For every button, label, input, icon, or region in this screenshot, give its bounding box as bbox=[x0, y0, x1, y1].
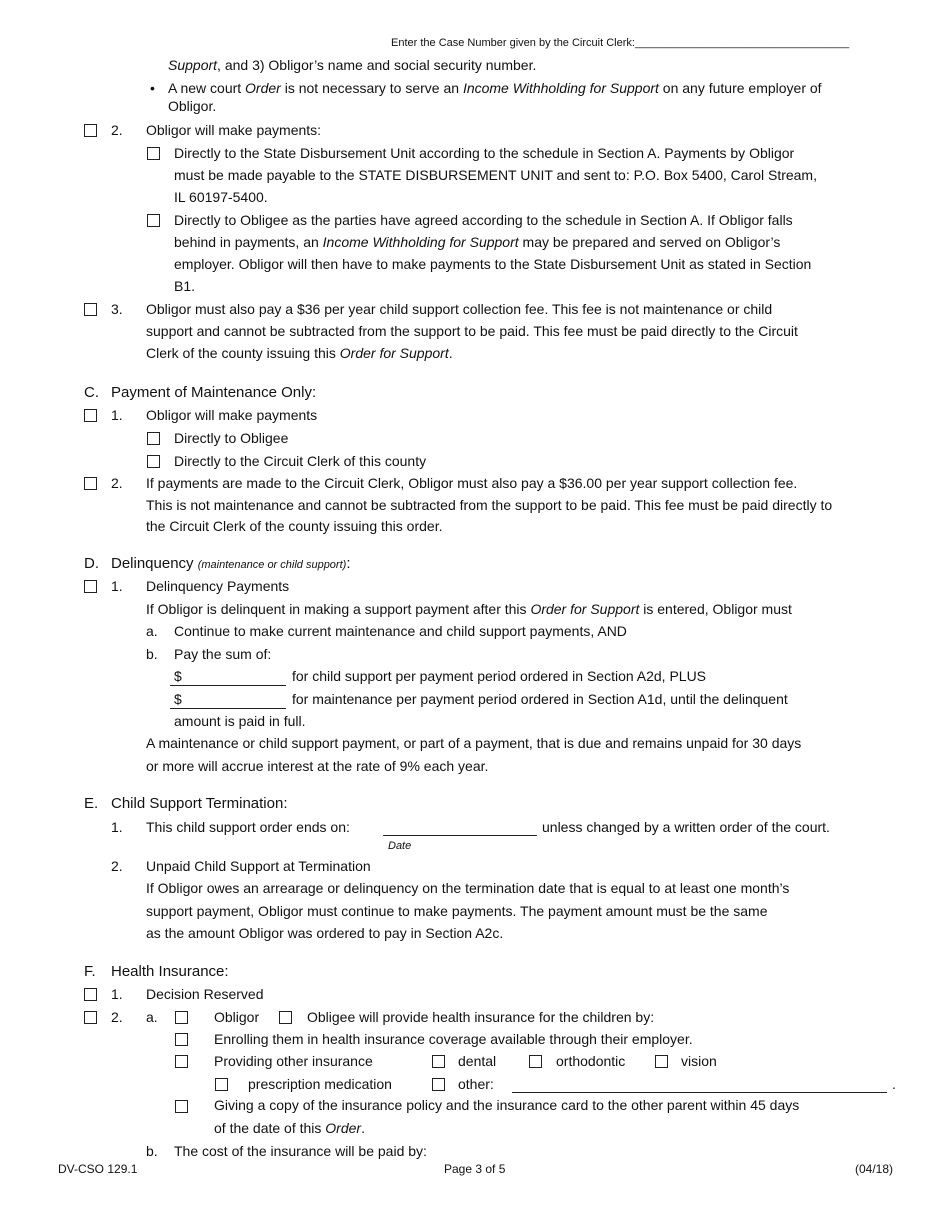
prescription-checkbox[interactable] bbox=[215, 1078, 228, 1091]
f2-obligee-text: Obligee will provide health insurance for the children by: bbox=[307, 1009, 655, 1025]
b2-opt2-line4: B1. bbox=[174, 278, 196, 294]
form-id: DV-CSO 129.1 bbox=[58, 1162, 138, 1176]
d1-line1: If Obligor is delinquent in making a support payment after this Order for Support is entered, Obligor must bbox=[146, 601, 792, 617]
prescription-label: prescription medication bbox=[248, 1076, 392, 1092]
f2-checkbox[interactable] bbox=[84, 1011, 97, 1024]
b2-obligee-checkbox[interactable] bbox=[147, 214, 160, 227]
e2-title: Unpaid Child Support at Termination bbox=[146, 858, 371, 874]
child-support-sum-text: for child support per payment period ordered in Section A2d, PLUS bbox=[292, 668, 707, 684]
bullet-line-2: Obligor. bbox=[168, 98, 217, 114]
f2-obligee-checkbox[interactable] bbox=[279, 1011, 292, 1024]
f2-b-text: The cost of the insurance will be paid by: bbox=[174, 1143, 427, 1159]
maintenance-dollar: $ bbox=[174, 691, 182, 707]
f2-obligor-checkbox[interactable] bbox=[175, 1011, 188, 1024]
b3-line3: Clerk of the county issuing this Order for Support. bbox=[146, 345, 453, 361]
interest-line1: A maintenance or child support payment, or part of a payment, that is due and remains unpaid for 30 days bbox=[146, 735, 802, 751]
section-d-title: Delinquency (maintenance or child support): bbox=[111, 555, 351, 572]
c1-opt2: Directly to the Circuit Clerk of this county bbox=[174, 453, 427, 469]
e1-number: 1. bbox=[111, 819, 123, 835]
e2-number: 2. bbox=[111, 858, 123, 874]
vision-checkbox[interactable] bbox=[655, 1055, 668, 1068]
section-e-letter: E. bbox=[84, 795, 99, 812]
b2-opt2-line2: behind in payments, an Income Withholding for Support may be prepared and served on Obligor’s bbox=[174, 234, 781, 250]
f2-number: 2. bbox=[111, 1009, 123, 1025]
d1-a-label: a. bbox=[146, 623, 158, 639]
other-insurance-checkbox[interactable] bbox=[175, 1055, 188, 1068]
copy-policy-checkbox[interactable] bbox=[175, 1100, 188, 1113]
b2-checkbox[interactable] bbox=[84, 124, 97, 137]
b3-number: 3. bbox=[111, 301, 123, 317]
c1-obligee-checkbox[interactable] bbox=[147, 432, 160, 445]
case-number-label: Enter the Case Number given by the Circuit Clerk: bbox=[391, 37, 635, 49]
dental-label: dental bbox=[458, 1053, 497, 1069]
e1-text-b: unless changed by a written order of the court. bbox=[542, 819, 830, 835]
c1-opt1: Directly to Obligee bbox=[174, 430, 289, 446]
section-f-letter: F. bbox=[84, 963, 96, 980]
termination-date-field[interactable] bbox=[383, 835, 537, 836]
continuation-text: , and 3) Obligor’s name and social security number. bbox=[217, 57, 537, 73]
d1-checkbox[interactable] bbox=[84, 580, 97, 593]
maintenance-amount-field[interactable] bbox=[170, 708, 286, 709]
enroll-checkbox[interactable] bbox=[175, 1033, 188, 1046]
c1-number: 1. bbox=[111, 407, 123, 423]
child-support-amount-field[interactable] bbox=[170, 685, 286, 686]
b3-line1: Obligor must also pay a $36 per year child support collection fee. This fee is not maintenance or child bbox=[146, 301, 773, 317]
copy-line1: Giving a copy of the insurance policy and the insurance card to the other parent within 45 days bbox=[214, 1097, 800, 1113]
section-f-title: Health Insurance: bbox=[111, 963, 229, 980]
c1-clerk-checkbox[interactable] bbox=[147, 455, 160, 468]
case-number-header bbox=[391, 34, 849, 52]
b2-opt1-line1: Directly to the State Disbursement Unit according to the schedule in Section A. Payments by Obligor bbox=[174, 145, 795, 161]
case-number-underline: ___________________________________ bbox=[634, 37, 850, 49]
f1-number: 1. bbox=[111, 986, 123, 1002]
c2-line3: the Circuit Clerk of the county issuing this order. bbox=[146, 518, 443, 534]
f2-b-label: b. bbox=[146, 1143, 158, 1159]
revision-date: (04/18) bbox=[855, 1162, 894, 1176]
b2-number: 2. bbox=[111, 122, 123, 138]
continuation-line bbox=[168, 56, 536, 74]
c2-number: 2. bbox=[111, 475, 123, 491]
date-label: Date bbox=[388, 840, 412, 852]
orthodontic-label: orthodontic bbox=[556, 1053, 626, 1069]
d1-text: Delinquency Payments bbox=[146, 578, 290, 594]
d1-b-label: b. bbox=[146, 646, 158, 662]
orthodontic-checkbox[interactable] bbox=[529, 1055, 542, 1068]
other-insurance-text: Providing other insurance bbox=[214, 1053, 373, 1069]
maintenance-sum-text: for maintenance per payment period ordered in Section A1d, until the delinquent bbox=[292, 691, 788, 707]
c2-checkbox[interactable] bbox=[84, 477, 97, 490]
section-c-letter: C. bbox=[84, 384, 99, 401]
child-support-dollar: $ bbox=[174, 668, 182, 684]
bullet-line-1: A new court Order is not necessary to serve an Income Withholding for Support on any future employer of bbox=[168, 80, 822, 96]
page-number: Page 3 of 5 bbox=[444, 1162, 506, 1176]
d1-a-text: Continue to make current maintenance and child support payments, AND bbox=[174, 623, 627, 639]
f1-text: Decision Reserved bbox=[146, 986, 264, 1002]
c2-line2: This is not maintenance and cannot be subtracted from the support to be paid. This fee must be paid directly to bbox=[146, 497, 833, 513]
e1-text-a: This child support order ends on: bbox=[146, 819, 350, 835]
section-c-title: Payment of Maintenance Only: bbox=[111, 384, 317, 401]
e2-line3: as the amount Obligor was ordered to pay in Section A2c. bbox=[146, 925, 504, 941]
b2-opt1-line2: must be made payable to the STATE DISBURSEMENT UNIT and sent to: P.O. Box 5400, Carol Stream, bbox=[174, 167, 817, 183]
c1-checkbox[interactable] bbox=[84, 409, 97, 422]
b2-opt1-line3: IL 60197-5400. bbox=[174, 189, 268, 205]
f2-obligor-label: Obligor bbox=[214, 1009, 260, 1025]
b3-checkbox[interactable] bbox=[84, 303, 97, 316]
e2-line2: support payment, Obligor must continue to make payments. The payment amount must be the same bbox=[146, 903, 768, 919]
b3-line2: support and cannot be subtracted from the support to be paid. This fee must be paid directly to the Circuit bbox=[146, 323, 798, 339]
b2-opt2-line3: employer. Obligor will then have to make payments to the State Disbursement Unit as stated in Section bbox=[174, 256, 812, 272]
c1-text: Obligor will make payments bbox=[146, 407, 318, 423]
b2-text: Obligor will make payments: bbox=[146, 122, 322, 138]
dental-checkbox[interactable] bbox=[432, 1055, 445, 1068]
bullet-glyph: • bbox=[150, 80, 155, 96]
enroll-text: Enrolling them in health insurance coverage available through their employer. bbox=[214, 1031, 693, 1047]
maintenance-sum-cont: amount is paid in full. bbox=[174, 713, 306, 729]
copy-line2: of the date of this Order. bbox=[214, 1120, 365, 1136]
vision-label: vision bbox=[681, 1053, 717, 1069]
section-d-letter: D. bbox=[84, 555, 99, 572]
other-insurance-field[interactable] bbox=[512, 1092, 887, 1093]
other-label: other: bbox=[458, 1076, 494, 1092]
b2-opt2-line1: Directly to Obligee as the parties have agreed according to the schedule in Section A. If Obligor falls bbox=[174, 212, 793, 228]
section-e-title: Child Support Termination: bbox=[111, 795, 288, 812]
f2-a-label: a. bbox=[146, 1009, 158, 1025]
f1-checkbox[interactable] bbox=[84, 988, 97, 1001]
other-checkbox[interactable] bbox=[432, 1078, 445, 1091]
support-emphasis: Support bbox=[168, 57, 218, 73]
b2-sdu-checkbox[interactable] bbox=[147, 147, 160, 160]
e2-line1: If Obligor owes an arrearage or delinquency on the termination date that is equal to at least one month’s bbox=[146, 880, 790, 896]
other-period: . bbox=[892, 1076, 896, 1092]
d1-b-text: Pay the sum of: bbox=[174, 646, 272, 662]
c2-line1: If payments are made to the Circuit Clerk, Obligor must also pay a $36.00 per year support collection fee. bbox=[146, 475, 798, 491]
interest-line2: or more will accrue interest at the rate of 9% each year. bbox=[146, 758, 489, 774]
d1-number: 1. bbox=[111, 578, 123, 594]
